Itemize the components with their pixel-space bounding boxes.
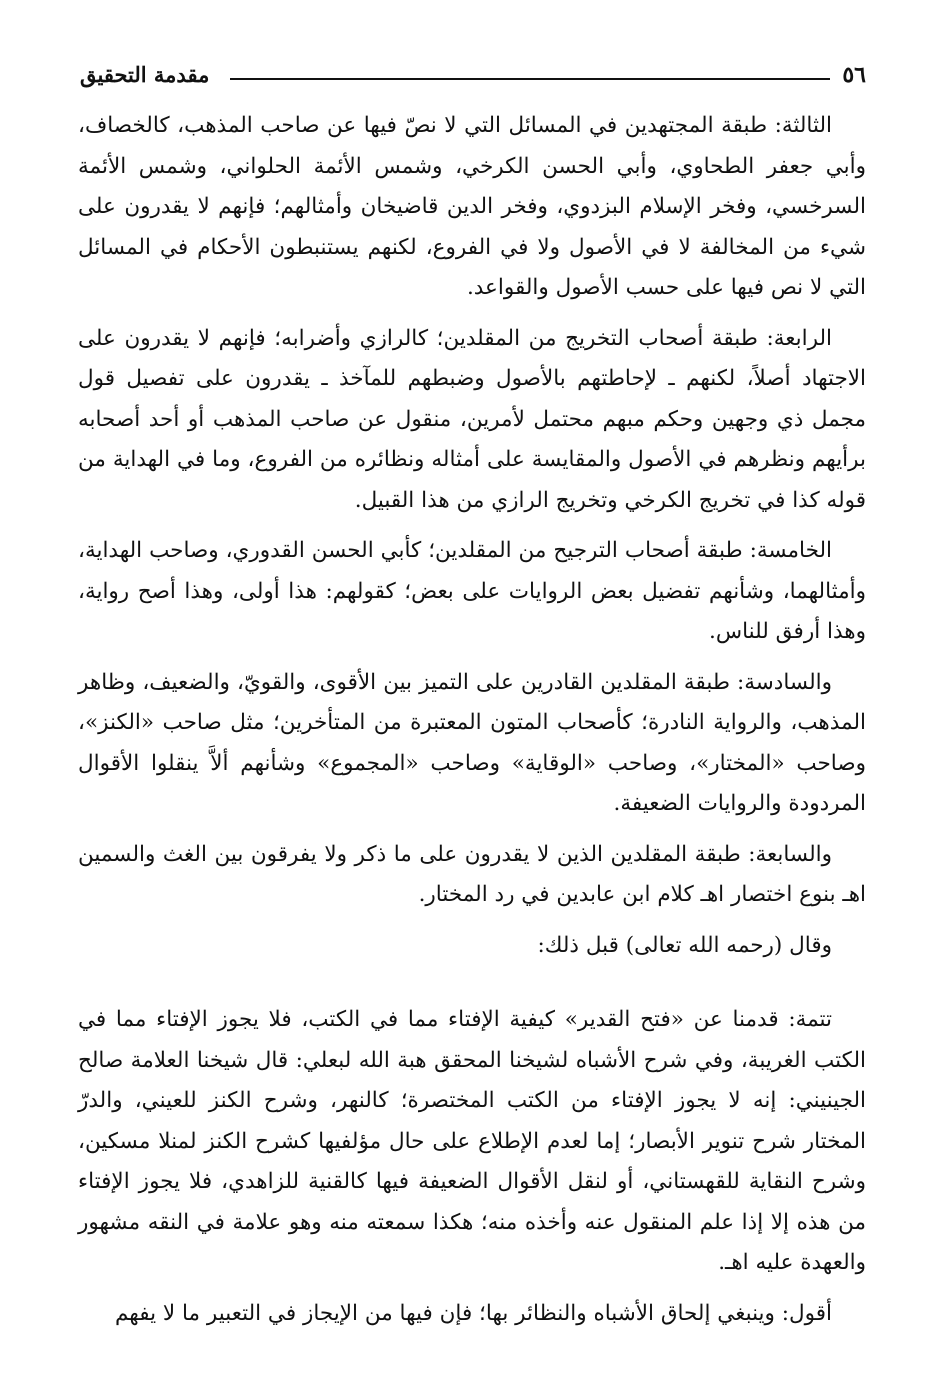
running-title: مقدمة التحقيق [80, 62, 210, 87]
paragraph-sixth-class: والسادسة: طبقة المقلدين القادرين على التميز بين الأقوى، والقويّ، والضعيف، وظاهر المذهب، والرواية النادرة؛ كأصحاب المتون المعتبرة من المتأخرين؛ مثل صاحب «الكنز»، وصاحب «المختار»، وصاحب «الوقاية» وصاحب «المجموع» وشأنهم ألاَّ ينقلوا الأقوال المردودة والروايات الضعيفة. [78, 669, 866, 816]
paragraph-transition: وقال (رحمه الله تعالى) قبل ذلك: [537, 932, 832, 958]
page-number: ٥٦ [842, 62, 866, 88]
page-header [80, 56, 866, 96]
paragraph-tatimma: تتمة: قدمنا عن «فتح القدير» كيفية الإفتاء مما في الكتب، فلا يجوز الإفتاء مما في الكتب الغريبة، وفي شرح الأشباه لشيخنا المحقق هبة الله لبعلي: قال شيخنا العلامة صالح الجينيني: إنه لا يجوز الإفتاء من الكتب المختصرة؛ كالنهر، وشرح الكنز للعيني، والدرّ المختار شرح تنوير الأبصار؛ إما لعدم الإطلاع على حال مؤلفيها كشرح الكنز لمنلا مسكين، وشرح النقاية للقهستاني، أو لنقل الأقوال الضعيفة فيها كالقنية للزاهدي، فلا يجوز الإفتاء من هذه إلا إذا علم المنقول عنه وأخذه منه؛ هكذا سمعته منه وهو علامة في النقه مشهور والعهدة عليه اهـ. [78, 1007, 866, 1275]
paragraph-third-class: الثالثة: طبقة المجتهدين في المسائل التي لا نصّ فيها عن صاحب المذهب، كالخصاف، وأبي جعفر الطحاوي، وأبي الحسن الكرخي، وشمس الأئمة الحلواني، وشمس الأئمة السرخسي، وفخر الإسلام البزدوي، وفخر الدين قاضيخان وأمثالهم؛ فإنهم لا يقدرون على شيء من المخالفة لا في الأصول ولا في الفروع، لكنهم يستنبطون الأحكام في المسائل التي لا نص فيها على حسب الأصول والقواعد. [78, 113, 866, 300]
header-rule [230, 78, 830, 80]
paragraph-fourth-class: الرابعة: طبقة أصحاب التخريج من المقلدين؛ كالرازي وأضرابه؛ فإنهم لا يقدرون على الاجتهاد أصلاً، لكنهم ـ لإحاطتهم بالأصول وضبطهم للمآخذ ـ يقدرون على تفصيل قول مجمل ذي وجهين وحكم مبهم محتمل لأمرين، منقول عن صاحب المذهب أو أحد أصحابه برأيهم ونظرهم في الأصول والمقايسة على أمثاله ونظائره من الفروع، وما في الهداية من قوله كذا في تخريج الكرخي وتخريج الرازي من هذا القبيل. [78, 325, 866, 513]
page-body [78, 106, 866, 1334]
paragraph-seventh-class: والسابعة: طبقة المقلدين الذين لا يقدرون على ما ذكر ولا يفرقون بين الغث والسمين اهـ بنوع اختصار اهـ كلام ابن عابدين في رد المختار. [78, 841, 866, 907]
paragraph-fifth-class: الخامسة: طبقة أصحاب الترجيح من المقلدين؛ كأبي الحسن القدوري، وصاحب الهداية، وأمثالهما، وشأنهم تفضيل بعض الروايات على بعض؛ كقولهم: هذا أولى، وهذا أصح رواية، وهذا أرفق للناس. [78, 538, 866, 644]
paragraph-aqul: أقول: وينبغي إلحاق الأشباه والنظائر بها؛ فإن فيها من الإيجاز في التعبير ما لا يفهم [114, 1300, 832, 1326]
